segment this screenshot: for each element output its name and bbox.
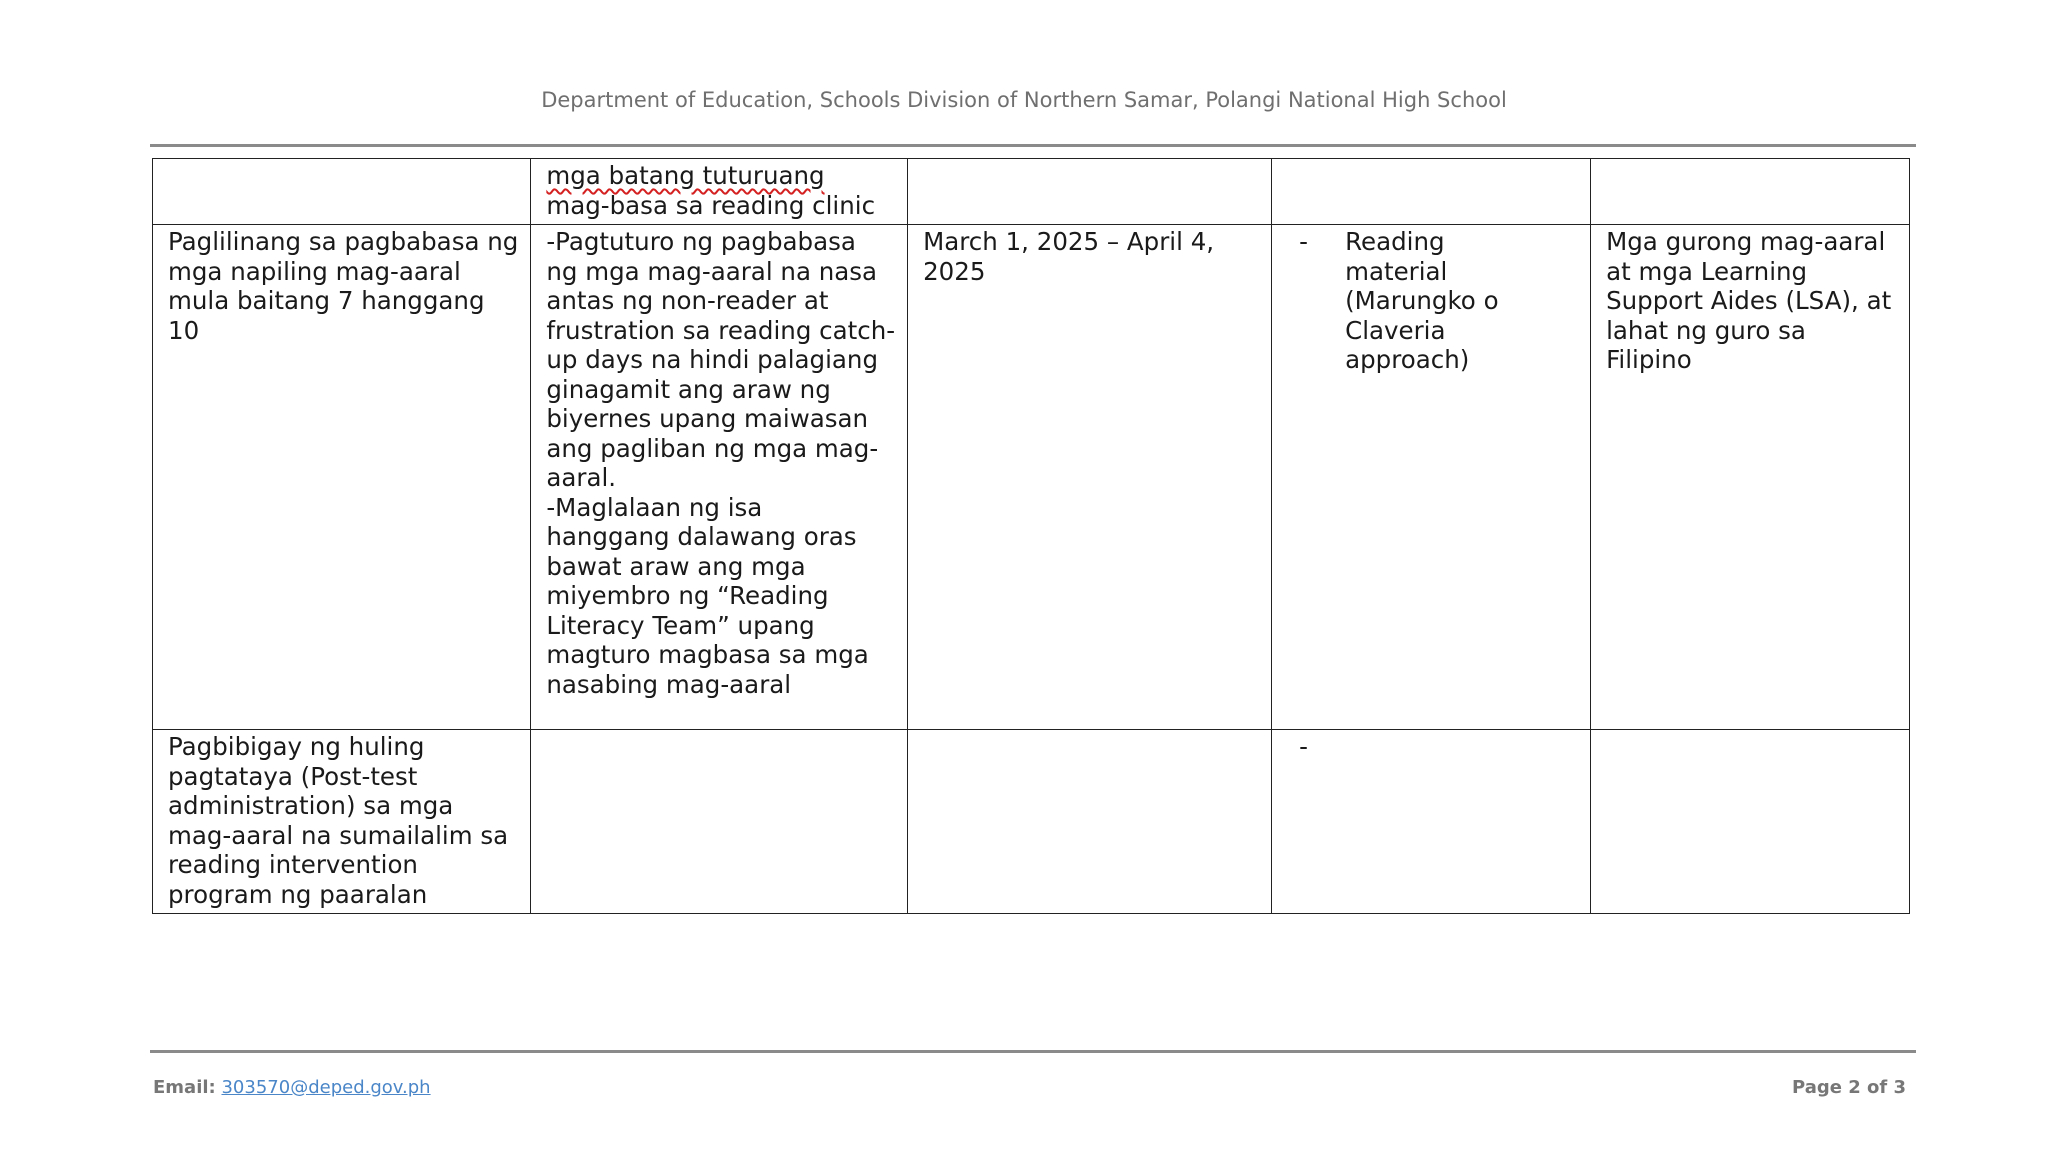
action-plan-table bbox=[152, 158, 1910, 914]
table-cell bbox=[153, 159, 531, 225]
table-cell bbox=[1591, 730, 1910, 914]
table-row bbox=[153, 730, 1910, 914]
bullet-item bbox=[1287, 227, 1578, 375]
activity-cell bbox=[153, 730, 531, 914]
table-cell bbox=[531, 159, 908, 225]
text-line: reading intervention bbox=[168, 850, 418, 879]
timeframe-cell bbox=[908, 225, 1272, 730]
text-line: nasabing mag-aaral bbox=[546, 669, 792, 699]
text-line: pagtataya (Post-test bbox=[168, 761, 418, 791]
text-line: ng mga mag-aaral na nasa bbox=[546, 256, 878, 286]
text-line: March 1, 2025 – April 4, bbox=[923, 227, 1215, 256]
bullet-item bbox=[1287, 732, 1578, 762]
resources-cell bbox=[1272, 225, 1591, 730]
table-cell bbox=[1591, 159, 1910, 225]
text-line: Pagbibigay ng huling bbox=[168, 732, 425, 761]
text-line: Literacy Team” upang bbox=[546, 610, 815, 640]
activity-cell bbox=[153, 225, 531, 730]
text-line: Claveria bbox=[1345, 315, 1446, 345]
email-link[interactable]: 303570@deped.gov.ph bbox=[221, 1077, 431, 1098]
text-line: 10 bbox=[168, 315, 200, 345]
text-line: administration) sa mga bbox=[168, 791, 454, 820]
text-line: Reading bbox=[1345, 227, 1445, 256]
text-line: mag-aaral na sumailalim sa bbox=[168, 820, 509, 850]
text-line: program ng paaralan bbox=[168, 879, 428, 909]
text-line: bawat araw ang mga bbox=[546, 551, 806, 581]
text-line: Paglilinang sa pagbabasa ng bbox=[168, 227, 519, 256]
email-label: Email: bbox=[153, 1077, 216, 1098]
dash-bullet: - bbox=[1299, 227, 1308, 256]
footer-email bbox=[153, 1077, 431, 1098]
text-line: material bbox=[1345, 256, 1448, 286]
table-cell bbox=[908, 730, 1272, 914]
document-header: Department of Education, Schools Division of Northern Samar, Polangi National High School bbox=[541, 88, 1507, 112]
text-line: mag-basa sa reading clinic bbox=[546, 190, 876, 220]
strategy-cell bbox=[531, 225, 908, 730]
text-line: lahat ng guro sa bbox=[1606, 315, 1806, 345]
text-line: up days na hindi palagiang bbox=[546, 345, 879, 374]
text-line: approach) bbox=[1345, 345, 1470, 374]
table-cell bbox=[1272, 159, 1591, 225]
text-line: hanggang dalawang oras bbox=[546, 522, 857, 551]
table-cell bbox=[908, 159, 1272, 225]
text-line: mga batang tuturuang bbox=[546, 161, 825, 190]
table-row bbox=[153, 159, 1910, 225]
text-line: Filipino bbox=[1606, 345, 1692, 374]
page-number: Page 2 of 3 bbox=[1792, 1077, 1906, 1098]
text-line: at mga Learning bbox=[1606, 256, 1808, 286]
text-line: -Maglalaan ng isa bbox=[546, 492, 763, 522]
text-line: (Marungko o bbox=[1345, 286, 1499, 315]
text-line: Support Aides (LSA), at bbox=[1606, 286, 1892, 315]
persons-involved-cell bbox=[1591, 225, 1910, 730]
footer-divider bbox=[150, 1050, 1916, 1053]
text-line: mula baitang 7 hanggang bbox=[168, 286, 485, 315]
text-line: 2025 bbox=[923, 256, 986, 286]
text-line: mga napiling mag-aaral bbox=[168, 256, 461, 286]
text-line: -Pagtuturo ng pagbabasa bbox=[546, 227, 856, 256]
resources-cell bbox=[1272, 730, 1591, 914]
text-line: Mga gurong mag-aaral bbox=[1606, 227, 1886, 256]
text-line: aaral. bbox=[546, 463, 617, 492]
text-line: ginagamit ang araw ng bbox=[546, 374, 831, 404]
table-cell bbox=[531, 730, 908, 914]
header-divider bbox=[150, 144, 1916, 147]
text-line: ang pagliban ng mga mag- bbox=[546, 433, 879, 463]
text-line: biyernes upang maiwasan bbox=[546, 404, 869, 433]
text-line: frustration sa reading catch- bbox=[546, 315, 896, 345]
text-line: magturo magbasa sa mga bbox=[546, 640, 869, 669]
text-line: miyembro ng “Reading bbox=[546, 581, 829, 610]
dash-bullet: - bbox=[1299, 732, 1308, 761]
text-line: antas ng non-reader at bbox=[546, 286, 829, 315]
table-row bbox=[153, 225, 1910, 730]
